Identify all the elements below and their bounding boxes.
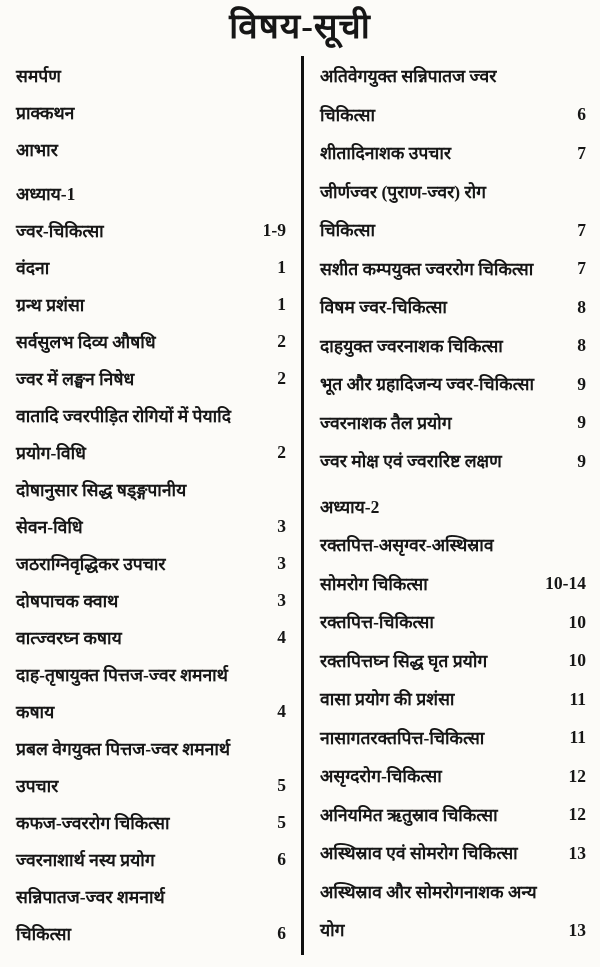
toc-entry-title: नासागतरक्तपित्त-चिकित्सा [320, 727, 485, 748]
section-heading-row [320, 526, 586, 565]
toc-entry-page-number: 12 [568, 765, 586, 786]
toc-entry-row [16, 878, 286, 915]
toc-entry-title: योग [320, 920, 345, 941]
toc-entry-row [16, 57, 286, 94]
toc-entry-title: अतिवेगयुक्त सन्निपातज ज्वर [320, 66, 497, 87]
toc-entry-page-number: 9 [577, 450, 586, 471]
toc-entry-page-number: 10 [568, 611, 586, 632]
toc-entry-title: प्राक्कथन [16, 102, 75, 123]
toc-entry-page-number: 1-9 [262, 220, 286, 240]
toc-entry-title: समर्पण [16, 65, 61, 86]
toc-entry-title: सेवन-विधि [16, 516, 83, 537]
toc-entry-title: चिकित्सा [320, 104, 375, 125]
toc-entry-row [320, 834, 586, 873]
toc-entry-row [320, 873, 586, 912]
toc-entry-title: रक्तपित्त-चिकित्सा [320, 612, 434, 633]
toc-entry-page-number: 8 [577, 335, 586, 356]
toc-entry-row [16, 730, 286, 767]
toc-entry-page-number: 7 [577, 258, 586, 279]
toc-entry-page-number: 3 [277, 516, 286, 536]
toc-entry-page-number: 13 [568, 919, 586, 940]
toc-entry-title: अनियमित ऋतुस्राव चिकित्सा [320, 804, 498, 825]
toc-entry-page-number: 5 [277, 812, 286, 832]
toc-entry-page-number: 1 [277, 257, 286, 277]
toc-entry-page-number: 13 [568, 842, 586, 863]
toc-entry-row [16, 804, 286, 841]
toc-entry-page-number: 5 [277, 775, 286, 795]
toc-entry-title: प्रयोग-विधि [16, 442, 86, 463]
toc-entry-title: चिकित्सा [16, 923, 71, 944]
toc-entry-title: वात्ज्वरघ्न कषाय [16, 627, 122, 648]
toc-entry-row [320, 719, 586, 758]
toc-entry-page-number: 6 [577, 104, 586, 125]
toc-entry-title: ज्वर मोक्ष एवं ज्वरारिष्ट लक्षण [320, 451, 502, 472]
toc-entry-title: सशीत कम्पयुक्त ज्वररोग चिकित्सा [320, 258, 534, 279]
toc-entry-title: ज्वरनाशार्थ नस्य प्रयोग [16, 849, 155, 870]
toc-entry-row [16, 841, 286, 878]
toc-entry-page-number: 7 [577, 219, 586, 240]
toc-entry-page-number: 3 [277, 553, 286, 573]
toc-entry-row [320, 796, 586, 835]
toc-entry-title: अध्याय-2 [320, 496, 380, 517]
toc-entry-row [16, 94, 286, 131]
toc-entry-title: अस्थिस्राव और सोमरोगनाशक अन्य [320, 881, 537, 902]
toc-entry-title: सन्निपातज-ज्वर शमनार्थ [16, 886, 165, 907]
toc-entry-row [320, 211, 586, 250]
toc-entry-row [16, 582, 286, 619]
toc-entry-page-number: 12 [568, 804, 586, 825]
toc-entry-title: रक्तपित्त-असृग्वर-अस्थिस्राव [320, 535, 494, 556]
toc-entry-row [16, 131, 286, 168]
toc-entry-row [320, 442, 586, 481]
chapter-heading-row [320, 488, 586, 527]
toc-entry-row [16, 915, 286, 952]
toc-entry-title: वातादि ज्वरपीड़ित रोगियों में पेयादि [16, 405, 232, 426]
toc-entry-row [320, 173, 586, 212]
toc-right-column [320, 57, 586, 950]
toc-entry-page-number: 6 [277, 923, 286, 943]
toc-entry-title: ज्वर में लङ्घन निषेध [16, 368, 135, 389]
toc-entry-title: कफज-ज्वररोग चिकित्सा [16, 812, 170, 833]
toc-entry-title: उपचार [16, 775, 59, 796]
toc-entry-title: कषाय [16, 701, 55, 722]
toc-entry-page-number: 4 [277, 701, 286, 721]
toc-entry-title: चिकित्सा [320, 220, 375, 241]
toc-entry-title: ग्रन्थ प्रशंसा [16, 294, 85, 315]
toc-entry-title: वंदना [16, 257, 50, 278]
toc-entry-row [320, 134, 586, 173]
toc-entry-row [320, 642, 586, 681]
toc-entry-row [16, 508, 286, 545]
toc-entry-row [320, 680, 586, 719]
toc-entry-page-number: 11 [569, 727, 586, 748]
toc-entry-row [16, 397, 286, 434]
toc-entry-title: रक्तपित्तघ्न सिद्ध घृत प्रयोग [320, 650, 488, 671]
toc-entry-page-number: 1 [277, 294, 286, 314]
section-heading-row [16, 212, 286, 249]
toc-entry-page-number: 2 [277, 331, 286, 351]
toc-entry-row [320, 327, 586, 366]
toc-entry-title: दाह-तृषायुक्त पित्तज-ज्वर शमनार्थ [16, 664, 228, 685]
toc-entry-row [320, 757, 586, 796]
toc-entry-page-number: 2 [277, 442, 286, 462]
toc-entry-title: असृग्दरोग-चिकित्सा [320, 766, 442, 787]
toc-entry-row [320, 288, 586, 327]
toc-entry-title: ज्वरनाशक तैल प्रयोग [320, 412, 452, 433]
toc-entry-title: अध्याय-1 [16, 183, 76, 204]
toc-entry-row [16, 767, 286, 804]
toc-entry-row [320, 404, 586, 443]
toc-entry-page-number: 9 [577, 373, 586, 394]
toc-entry-title: दाहयुक्त ज्वरनाशक चिकित्सा [320, 335, 503, 356]
toc-entry-row [16, 286, 286, 323]
toc-entry-title: वासा प्रयोग की प्रशंसा [320, 689, 455, 710]
toc-entry-row [16, 471, 286, 508]
toc-entry-title: प्रबल वेगयुक्त पित्तज-ज्वर शमनार्थ [16, 738, 231, 759]
section-heading-row [320, 565, 586, 604]
toc-entry-page-number: 6 [277, 849, 286, 869]
toc-entry-row [16, 619, 286, 656]
toc-entry-page-number: 9 [577, 412, 586, 433]
toc-entry-page-number: 7 [577, 142, 586, 163]
toc-entry-title: दोषानुसार सिद्ध षड्ङ्गपानीय [16, 479, 187, 500]
toc-entry-row [320, 603, 586, 642]
toc-entry-title: विषम ज्वर-चिकित्सा [320, 297, 447, 318]
toc-entry-row [16, 434, 286, 471]
toc-entry-page-number: 4 [277, 627, 286, 647]
toc-entry-title: दोषपाचक क्वाथ [16, 590, 119, 611]
toc-entry-row [320, 250, 586, 289]
page-title: विषय-सूची [229, 7, 371, 46]
toc-entry-title: आभार [16, 139, 58, 160]
toc-entry-title: सर्वसुलभ दिव्य औषधि [16, 331, 156, 352]
toc-entry-row [16, 693, 286, 730]
toc-entry-page-number: 8 [577, 296, 586, 317]
toc-entry-row [16, 545, 286, 582]
toc-entry-row [320, 96, 586, 135]
column-divider [301, 56, 304, 955]
toc-entry-title: भूत और ग्रहादिजन्य ज्वर-चिकित्सा [320, 374, 534, 395]
toc-entry-row [16, 656, 286, 693]
toc-entry-title: शीतादिनाशक उपचार [320, 143, 452, 164]
toc-entry-row [320, 911, 586, 950]
toc-entry-row [16, 323, 286, 360]
toc-entry-title: जीर्णज्वर (पुराण-ज्वर) रोग [320, 181, 487, 202]
toc-entry-page-number: 11 [569, 688, 586, 709]
toc-entry-page-number: 3 [277, 590, 286, 610]
toc-entry-page-number: 10 [568, 650, 586, 671]
toc-entry-row [16, 249, 286, 286]
toc-entry-title: सोमरोग चिकित्सा [320, 573, 428, 594]
toc-entry-title: ज्वर-चिकित्सा [16, 220, 104, 241]
toc-entry-row [320, 365, 586, 404]
toc-entry-row [320, 57, 586, 96]
chapter-heading-row [16, 175, 286, 212]
toc-left-column [16, 57, 286, 952]
toc-entry-page-number: 10-14 [545, 573, 586, 594]
toc-entry-title: जठराग्निवृद्धिकर उपचार [16, 553, 166, 574]
toc-entry-page-number: 2 [277, 368, 286, 388]
toc-entry-title: अस्थिस्राव एवं सोमरोग चिकित्सा [320, 843, 518, 864]
toc-entry-row [16, 360, 286, 397]
